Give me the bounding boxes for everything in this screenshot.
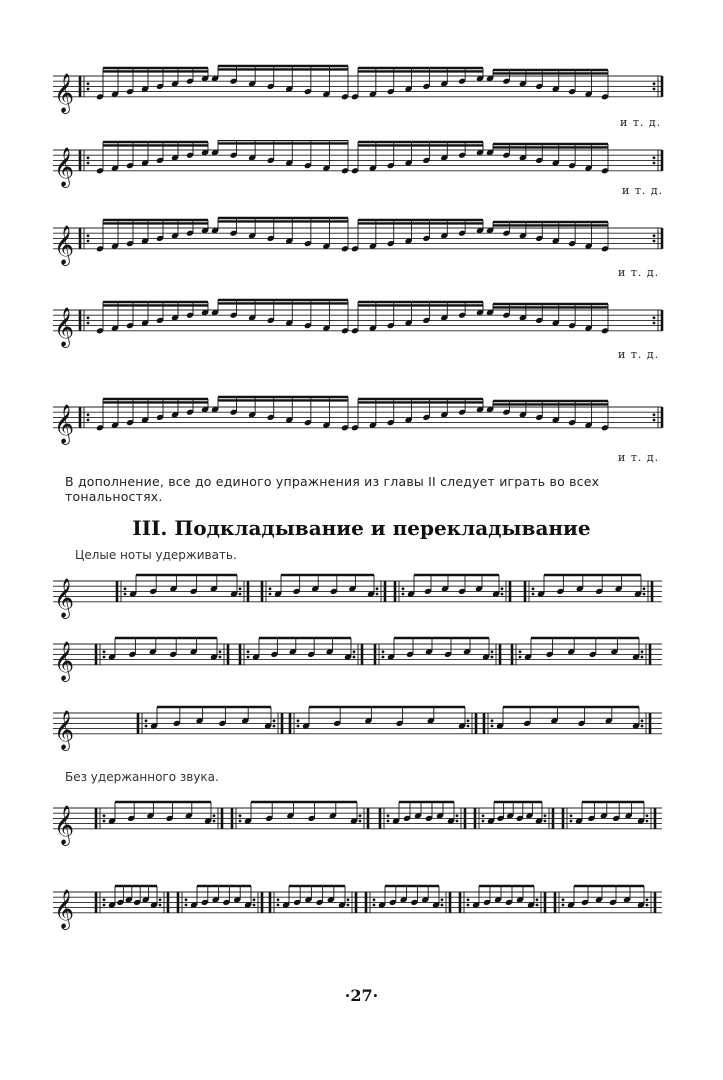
- staff-system-4-notation: [0, 290, 723, 370]
- note-group: [351, 220, 484, 252]
- continuation-label: и т. д.: [620, 116, 662, 129]
- note-group: [211, 300, 349, 334]
- treble-clef-icon: 𝄞: [54, 804, 75, 845]
- page-number: ·27·: [344, 986, 379, 1005]
- treble-clef-icon: 𝄞: [54, 640, 75, 681]
- staff-system-7: [0, 630, 723, 690]
- treble-clef-icon: 𝄞: [54, 306, 75, 347]
- staff-system-9-notation: [0, 790, 723, 865]
- staff-system-2-notation: [0, 140, 723, 210]
- staff-system-6-notation: [0, 565, 723, 625]
- staff-system-5-notation: [0, 385, 723, 470]
- staff-system-9: [0, 790, 723, 865]
- staff-system-8: [0, 695, 723, 775]
- note-group: [96, 220, 209, 252]
- instruction-free-notes: Без удержанного звука.: [65, 770, 219, 784]
- staff-system-3-notation: [0, 214, 723, 284]
- note-group: [96, 302, 209, 334]
- continuation-label: и т. д.: [618, 348, 660, 361]
- note-group: [211, 397, 349, 431]
- note-group: [351, 302, 484, 334]
- treble-clef-icon: 𝄞: [54, 146, 75, 187]
- key-practice-note: В дополнение, все до единого упражнения из главы II следует играть во всех тональностях.: [65, 474, 600, 504]
- continuation-label: и т. д.: [622, 184, 664, 197]
- staff-system-10-notation: [0, 870, 723, 960]
- staff-system-3: [0, 214, 723, 284]
- note-group: [211, 66, 349, 100]
- note-group: [351, 399, 484, 431]
- staff-system-4: [0, 290, 723, 370]
- section-title: III. Подкладывание и перекладывание: [132, 516, 591, 540]
- note-group: [211, 218, 349, 252]
- instruction-held-notes: Целые ноты удерживать.: [75, 548, 237, 562]
- note-group: [486, 222, 609, 252]
- staff-lines: [53, 892, 662, 913]
- staff-system-5: [0, 385, 723, 470]
- staff-system-10: [0, 870, 723, 960]
- treble-clef-icon: 𝄞: [54, 888, 75, 929]
- staff-system-7-notation: [0, 630, 723, 690]
- staff-lines: [53, 713, 662, 734]
- note-group: [351, 142, 484, 174]
- staff-system-1: [0, 62, 723, 132]
- staff-system-2: [0, 140, 723, 210]
- note-group: [486, 70, 609, 100]
- continuation-label: и т. д.: [618, 266, 660, 279]
- staff-system-8-notation: [0, 695, 723, 775]
- note-group: [486, 401, 609, 431]
- treble-clef-icon: 𝄞: [54, 403, 75, 444]
- note-group: [486, 144, 609, 174]
- staff-system-1-notation: [0, 62, 723, 132]
- treble-clef-icon: 𝄞: [54, 709, 75, 750]
- note-group: [211, 140, 349, 174]
- treble-clef-icon: 𝄞: [54, 224, 75, 265]
- treble-clef-icon: 𝄞: [54, 577, 75, 618]
- staff-lines: [53, 581, 662, 602]
- treble-clef-icon: 𝄞: [54, 72, 75, 113]
- note-group: [96, 142, 209, 174]
- continuation-label: и т. д.: [618, 451, 660, 464]
- note-group: [486, 304, 609, 334]
- staff-system-6: [0, 565, 723, 625]
- note-group: [96, 399, 209, 431]
- staff-lines: [53, 808, 662, 829]
- note-group: [96, 68, 209, 100]
- note-group: [351, 68, 484, 100]
